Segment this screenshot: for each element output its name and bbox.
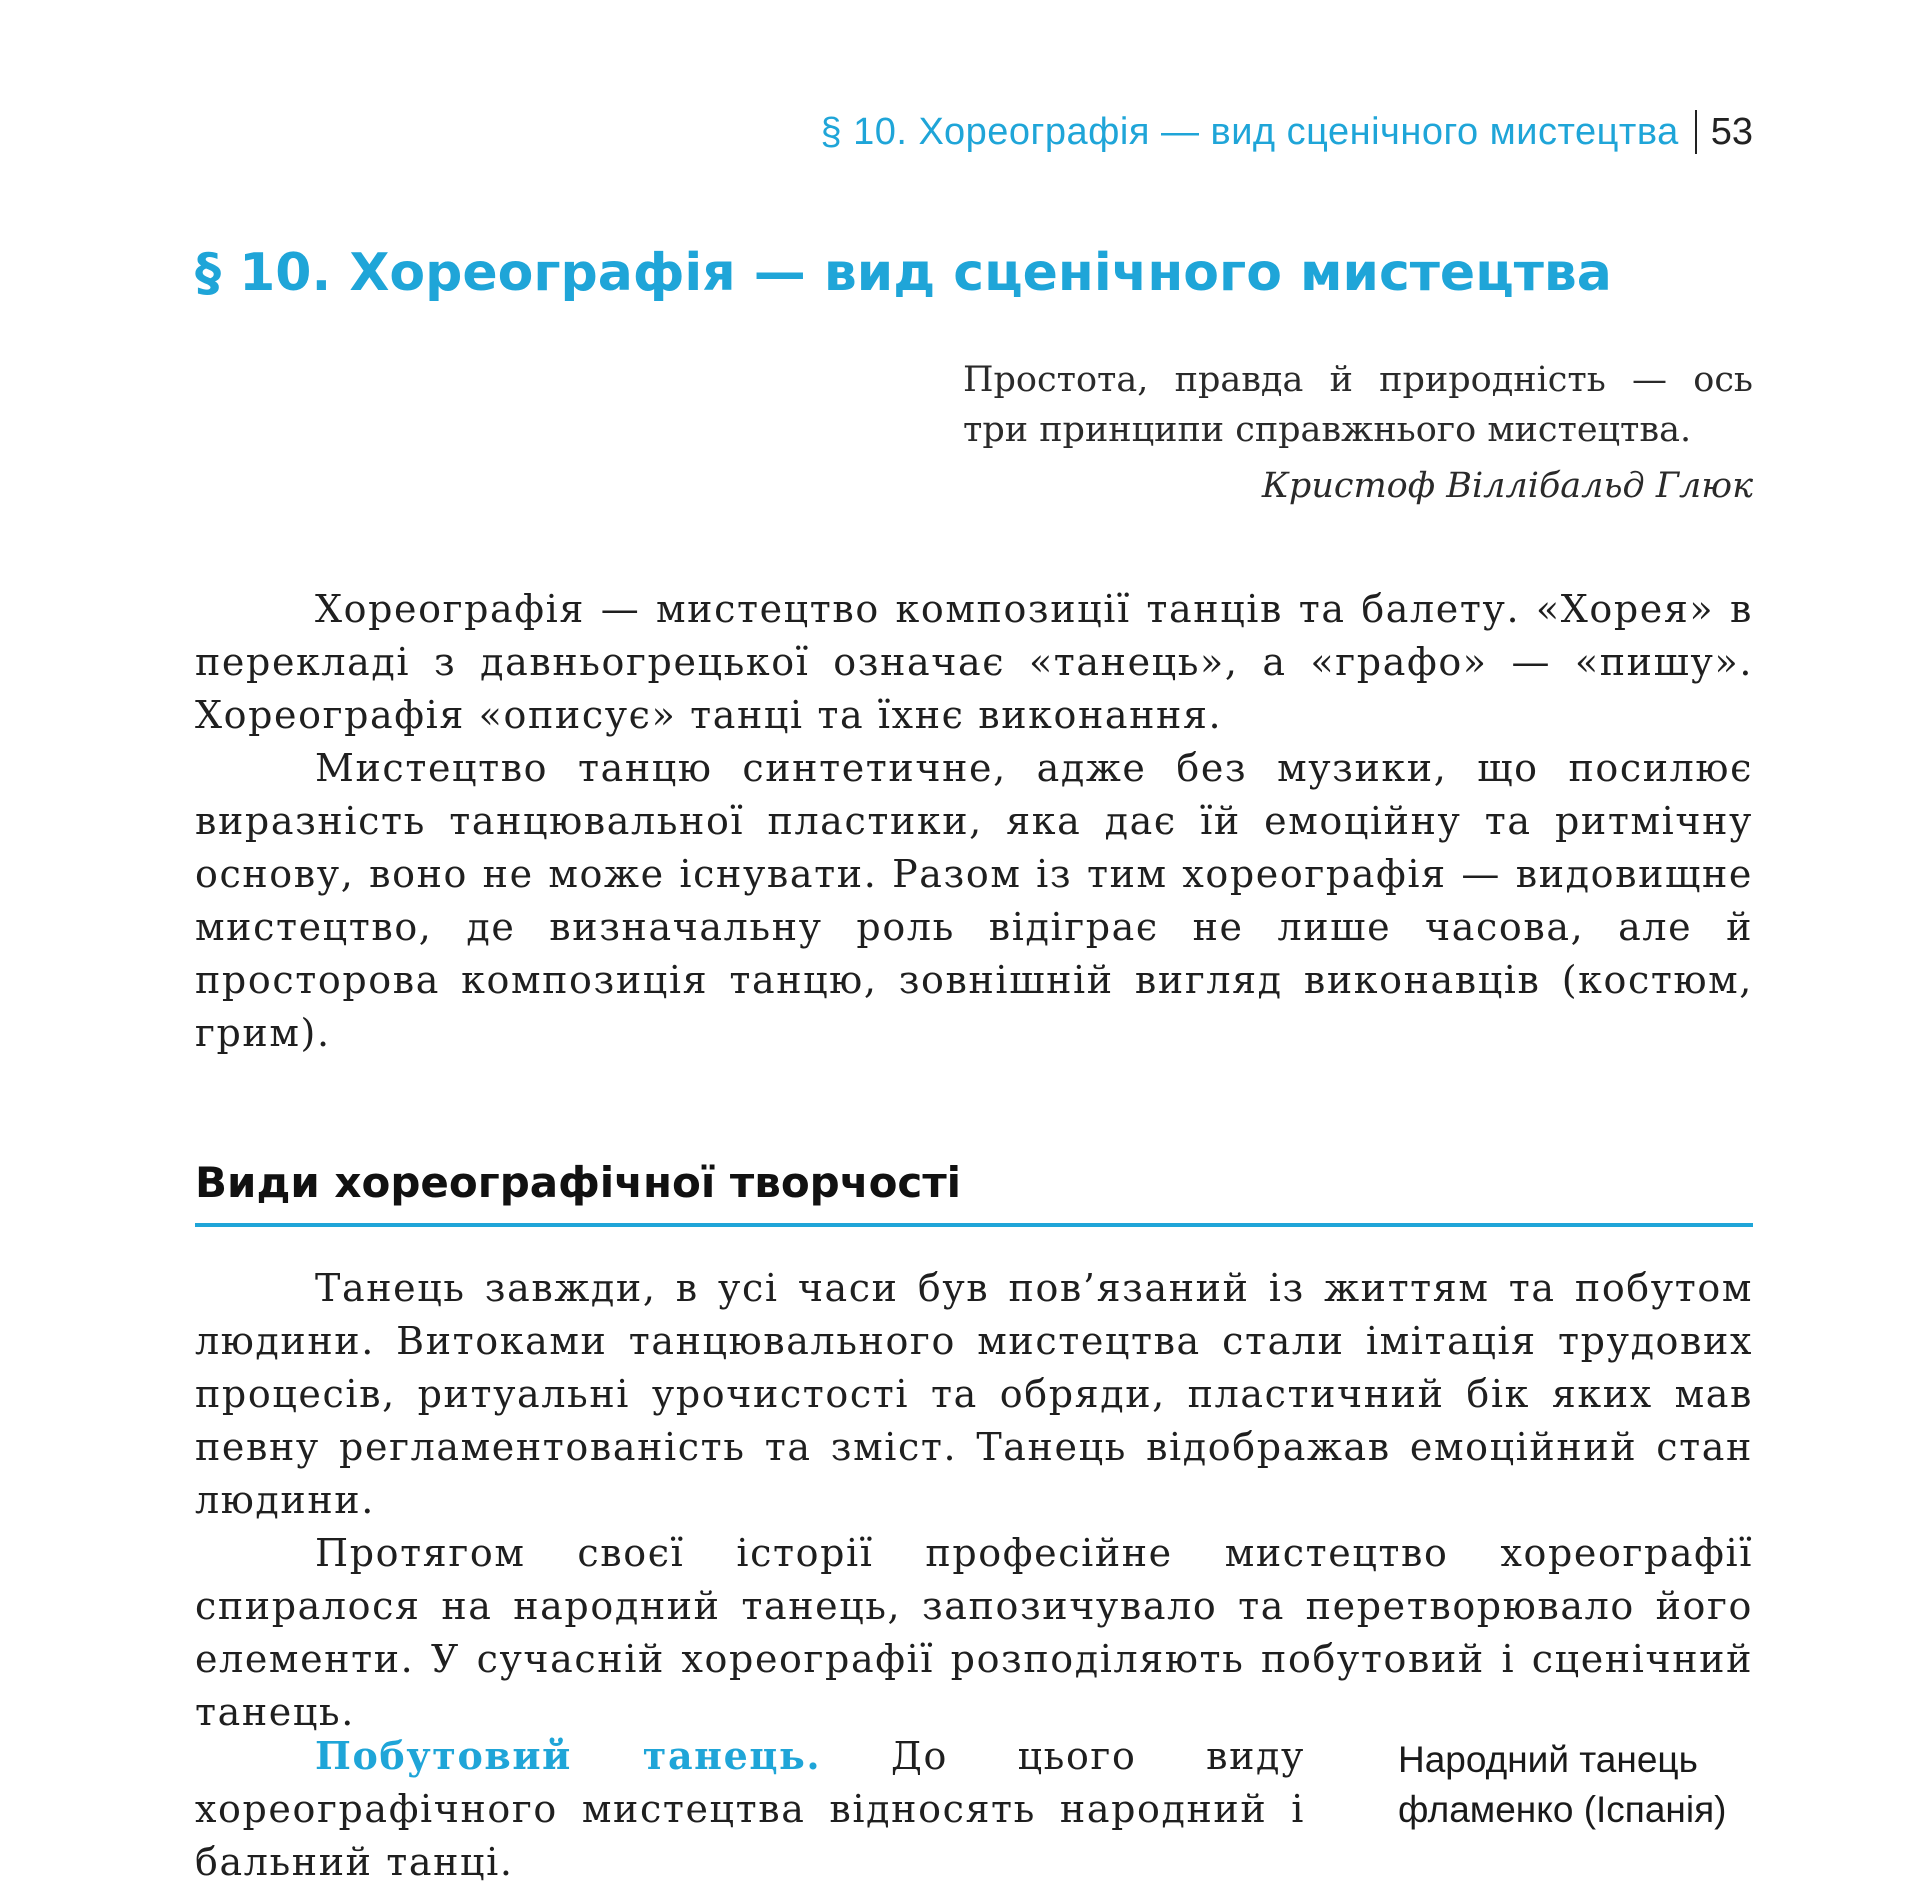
page-number: 53	[1710, 111, 1753, 153]
term-text: До цього виду хореографічного мистецтва відносять народний і бальний танці.	[195, 1734, 1305, 1884]
caption-line: Народний танець	[1398, 1739, 1698, 1780]
term-definition	[195, 1729, 1305, 1889]
caption-line: фламенко (Іспанія)	[1398, 1789, 1727, 1830]
section-heading: Види хореографічної творчості	[195, 1155, 1753, 1227]
epigraph-author: Кристоф Віллібальд Глюк	[1261, 466, 1753, 506]
paragraph: Мистецтво танцю синтетичне, адже без музики, що посилює виразність танцювальної пластики, яка дає їй емоційну та ритмічну основу, воно не може існувати. Разом із тим хореографія — видовищне мистецтво, де визначальну роль відіграє не лише часова, але й просторова композиція танцю, зовнішній вигляд виконавців (костюм, грим).	[195, 746, 1753, 1055]
running-header-title: § 10. Хореографія — вид сценічного мистецтва	[820, 111, 1679, 153]
term-highlight: Побутовий танець.	[315, 1733, 822, 1778]
section-text	[195, 1262, 1753, 1739]
epigraph	[953, 355, 1753, 511]
running-header	[820, 108, 1753, 156]
paragraph: Протягом своєї історії професійне мистецтво хореографії спиралося на народний танець, запозичувало та перетворювало його елементи. У сучасній хореографії розподіляють побутовий і сценічний танець.	[195, 1531, 1753, 1734]
image-caption	[1398, 1735, 1758, 1835]
paragraph	[195, 1729, 1305, 1889]
paragraph: Танець завжди, в усі часи був пов’язаний із життям та побутом людини. Витоками танцювального мистецтва стали імітація трудових процесів, ритуальні урочистості та обряди, пластичний бік яких мав певну регламентованість та зміст. Танець відображав емоційний стан людини.	[195, 1266, 1753, 1522]
intro-text	[195, 583, 1753, 1060]
paragraph: Хореографія — мистецтво композиції танців та балету. «Хорея» в перекладі з давньогрецької означає «танець», а «графо» — «пишу». Хореографія «описує» танці та їхнє виконання.	[195, 587, 1753, 737]
chapter-title: § 10. Хореографія — вид сценічного мистецтва	[195, 243, 1612, 303]
header-divider	[1695, 110, 1697, 154]
epigraph-quote: Простота, правда й природність — ось три принципи справжнього мистецтва.	[963, 360, 1753, 450]
